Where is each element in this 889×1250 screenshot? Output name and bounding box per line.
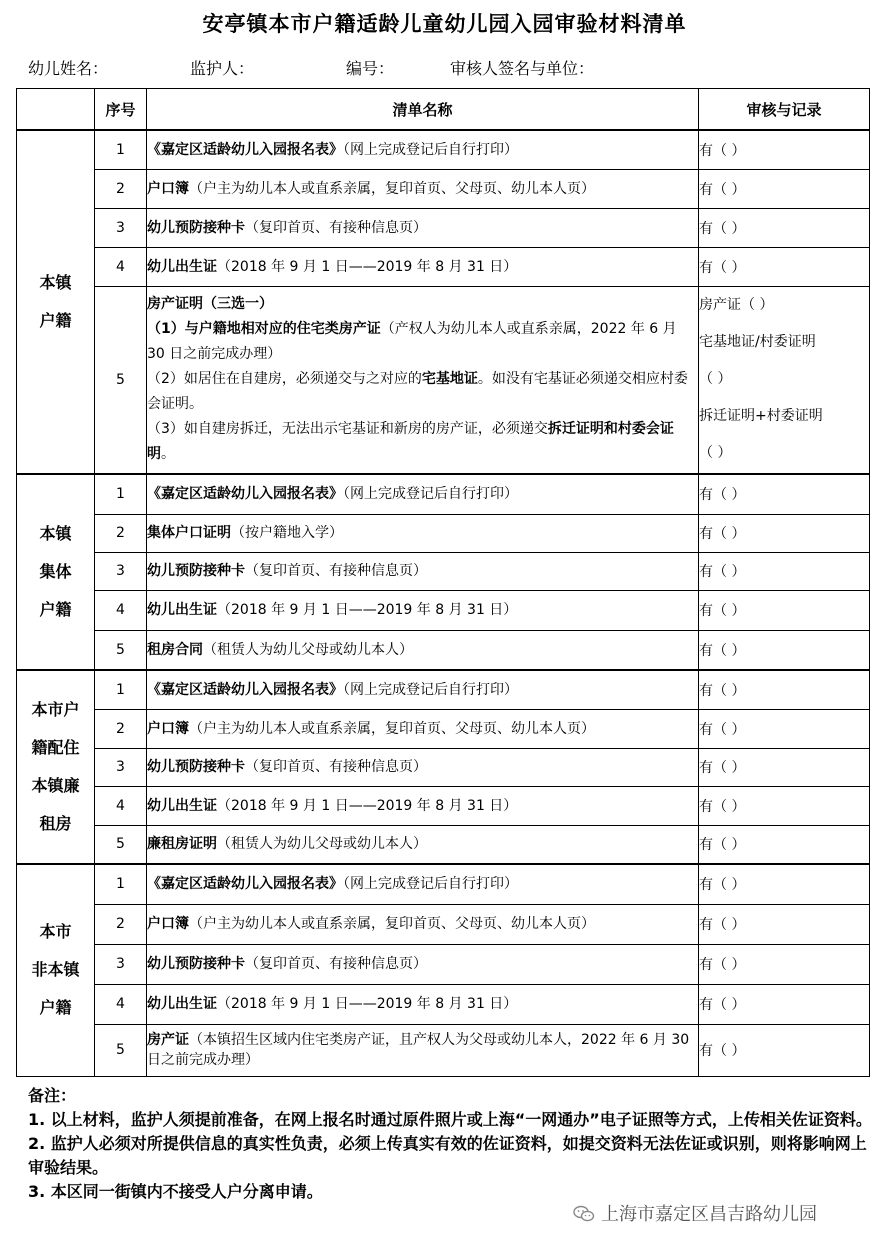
seq-cell: 4 bbox=[95, 786, 147, 825]
header-category bbox=[17, 89, 95, 131]
item-cell: 户口簿（户主为幼儿本人或直系亲属，复印首页、父母页、幼儿本人页） bbox=[147, 904, 699, 944]
table-header-row bbox=[17, 89, 870, 131]
item-cell: 《嘉定区适龄幼儿入园报名表》（网上完成登记后自行打印） bbox=[147, 864, 699, 904]
table-row bbox=[17, 514, 870, 552]
record-cell: 有（ ） bbox=[699, 169, 870, 208]
table-row bbox=[17, 208, 870, 247]
category-cell: 本镇 户籍 bbox=[17, 130, 95, 474]
record-cell: 有（ ） bbox=[699, 709, 870, 748]
seq-cell: 5 bbox=[95, 286, 147, 474]
table-row bbox=[17, 474, 870, 514]
item-cell: 幼儿预防接种卡（复印首页、有接种信息页） bbox=[147, 748, 699, 786]
item-cell: 户口簿（户主为幼儿本人或直系亲属，复印首页、父母页、幼儿本人页） bbox=[147, 709, 699, 748]
record-cell: 有（ ） bbox=[699, 552, 870, 590]
seq-cell: 5 bbox=[95, 825, 147, 864]
item-cell: 租房合同（租赁人为幼儿父母或幼儿本人） bbox=[147, 630, 699, 670]
record-cell: 有（ ） bbox=[699, 904, 870, 944]
item-cell: 《嘉定区适龄幼儿入园报名表》（网上完成登记后自行打印） bbox=[147, 130, 699, 169]
table-row bbox=[17, 1024, 870, 1076]
table-row bbox=[17, 670, 870, 709]
seq-cell: 4 bbox=[95, 247, 147, 286]
table-row bbox=[17, 247, 870, 286]
page-title: 安亭镇本市户籍适龄儿童幼儿园入园审验材料清单 bbox=[202, 12, 687, 36]
record-cell: 有（ ） bbox=[699, 864, 870, 904]
item-cell: 幼儿预防接种卡（复印首页、有接种信息页） bbox=[147, 208, 699, 247]
item-cell: 《嘉定区适龄幼儿入园报名表》（网上完成登记后自行打印） bbox=[147, 474, 699, 514]
header-seq: 序号 bbox=[95, 89, 147, 131]
seq-cell: 2 bbox=[95, 709, 147, 748]
record-cell: 有（ ） bbox=[699, 1024, 870, 1076]
note-item: 2. 监护人必须对所提供信息的真实性负责，必须上传真实有效的佐证资料，如提交资料无法佐证或识别，则将影响网上审验结果。 bbox=[28, 1134, 867, 1177]
note-item: 1. 以上材料，监护人须提前准备，在网上报名时通过原件照片或上海“一网通办”电子证照等方式，上传相关佐证资料。 bbox=[28, 1110, 872, 1129]
seq-cell: 4 bbox=[95, 590, 147, 630]
property-record-cell: 房产证（ ） 宅基地证/村委证明 （ ） 拆迁证明+村委证明 （ ） bbox=[699, 286, 870, 474]
seq-cell: 2 bbox=[95, 169, 147, 208]
record-cell: 有（ ） bbox=[699, 944, 870, 984]
seq-cell: 5 bbox=[95, 630, 147, 670]
table-row bbox=[17, 709, 870, 748]
item-cell: 集体户口证明（按户籍地入学） bbox=[147, 514, 699, 552]
item-cell: 幼儿预防接种卡（复印首页、有接种信息页） bbox=[147, 944, 699, 984]
record-cell: 有（ ） bbox=[699, 590, 870, 630]
header-record: 审核与记录 bbox=[699, 89, 870, 131]
item-cell: 《嘉定区适龄幼儿入园报名表》（网上完成登记后自行打印） bbox=[147, 670, 699, 709]
table-row bbox=[17, 590, 870, 630]
item-cell: 廉租房证明（租赁人为幼儿父母或幼儿本人） bbox=[147, 825, 699, 864]
seq-cell: 3 bbox=[95, 944, 147, 984]
number-label: 编号： bbox=[346, 59, 395, 78]
table-row bbox=[17, 748, 870, 786]
item-cell: 幼儿出生证（2018 年 9 月 1 日——2019 年 8 月 31 日） bbox=[147, 247, 699, 286]
item-cell: 幼儿出生证（2018 年 9 月 1 日——2019 年 8 月 31 日） bbox=[147, 590, 699, 630]
seq-cell: 1 bbox=[95, 130, 147, 169]
item-cell: 户口簿（户主为幼儿本人或直系亲属，复印首页、父母页、幼儿本人页） bbox=[147, 169, 699, 208]
watermark-text: 上海市嘉定区昌吉路幼儿园 bbox=[601, 1204, 817, 1225]
record-cell: 有（ ） bbox=[699, 984, 870, 1024]
table-row bbox=[17, 630, 870, 670]
item-cell: 幼儿预防接种卡（复印首页、有接种信息页） bbox=[147, 552, 699, 590]
category-cell: 本市 非本镇 户籍 bbox=[17, 864, 95, 1076]
note-item: 3. 本区同一街镇内不接受人户分离申请。 bbox=[28, 1182, 323, 1201]
record-cell: 有（ ） bbox=[699, 474, 870, 514]
record-cell: 有（ ） bbox=[699, 748, 870, 786]
table-row bbox=[17, 286, 870, 474]
table-row bbox=[17, 169, 870, 208]
item-cell: 幼儿出生证（2018 年 9 月 1 日——2019 年 8 月 31 日） bbox=[147, 984, 699, 1024]
seq-cell: 3 bbox=[95, 208, 147, 247]
seq-cell: 5 bbox=[95, 1024, 147, 1076]
seq-cell: 1 bbox=[95, 670, 147, 709]
seq-cell: 1 bbox=[95, 474, 147, 514]
item-cell: 房产证（本镇招生区域内住宅类房产证，且产权人为父母或幼儿本人，2022 年 6 月 30 日之前完成办理） bbox=[147, 1024, 699, 1076]
watermark bbox=[573, 1200, 817, 1226]
table-row bbox=[17, 864, 870, 904]
header-name: 清单名称 bbox=[147, 89, 699, 131]
table-row bbox=[17, 552, 870, 590]
category-cell: 本市户 籍配住 本镇廉 租房 bbox=[17, 670, 95, 864]
record-cell: 有（ ） bbox=[699, 786, 870, 825]
record-cell: 有（ ） bbox=[699, 208, 870, 247]
seq-cell: 2 bbox=[95, 904, 147, 944]
materials-table bbox=[16, 88, 870, 1077]
wechat-icon bbox=[573, 1205, 595, 1223]
table-row bbox=[17, 944, 870, 984]
record-cell: 有（ ） bbox=[699, 247, 870, 286]
seq-cell: 4 bbox=[95, 984, 147, 1024]
seq-cell: 2 bbox=[95, 514, 147, 552]
record-cell: 有（ ） bbox=[699, 825, 870, 864]
guardian-label: 监护人： bbox=[190, 59, 255, 78]
property-proof-cell: 房产证明（三选一） （1）与户籍地相对应的住宅类房产证（产权人为幼儿本人或直系亲属，2022 年 6 月 30 日之前完成办理） （2）如居住在自建房，必须递交与之对应的宅基地证。如没有宅基证必须递交相应村委会证明。 （3）如自建房拆迁，无法出示宅基证和新房的房产证，必须递交拆迁证明和村委会证明。 bbox=[147, 286, 699, 474]
record-cell: 有（ ） bbox=[699, 630, 870, 670]
seq-cell: 3 bbox=[95, 748, 147, 786]
reviewer-label: 审核人签名与单位： bbox=[450, 59, 595, 78]
table-row bbox=[17, 130, 870, 169]
record-cell: 有（ ） bbox=[699, 514, 870, 552]
child-name-label: 幼儿姓名： bbox=[28, 59, 109, 78]
table-row bbox=[17, 904, 870, 944]
category-cell: 本镇 集体 户籍 bbox=[17, 474, 95, 670]
notes-section bbox=[28, 1084, 872, 1204]
item-cell: 幼儿出生证（2018 年 9 月 1 日——2019 年 8 月 31 日） bbox=[147, 786, 699, 825]
table-row bbox=[17, 825, 870, 864]
table-row bbox=[17, 984, 870, 1024]
table-row bbox=[17, 786, 870, 825]
record-cell: 有（ ） bbox=[699, 670, 870, 709]
seq-cell: 1 bbox=[95, 864, 147, 904]
record-cell: 有（ ） bbox=[699, 130, 870, 169]
notes-heading: 备注： bbox=[28, 1086, 77, 1105]
seq-cell: 3 bbox=[95, 552, 147, 590]
